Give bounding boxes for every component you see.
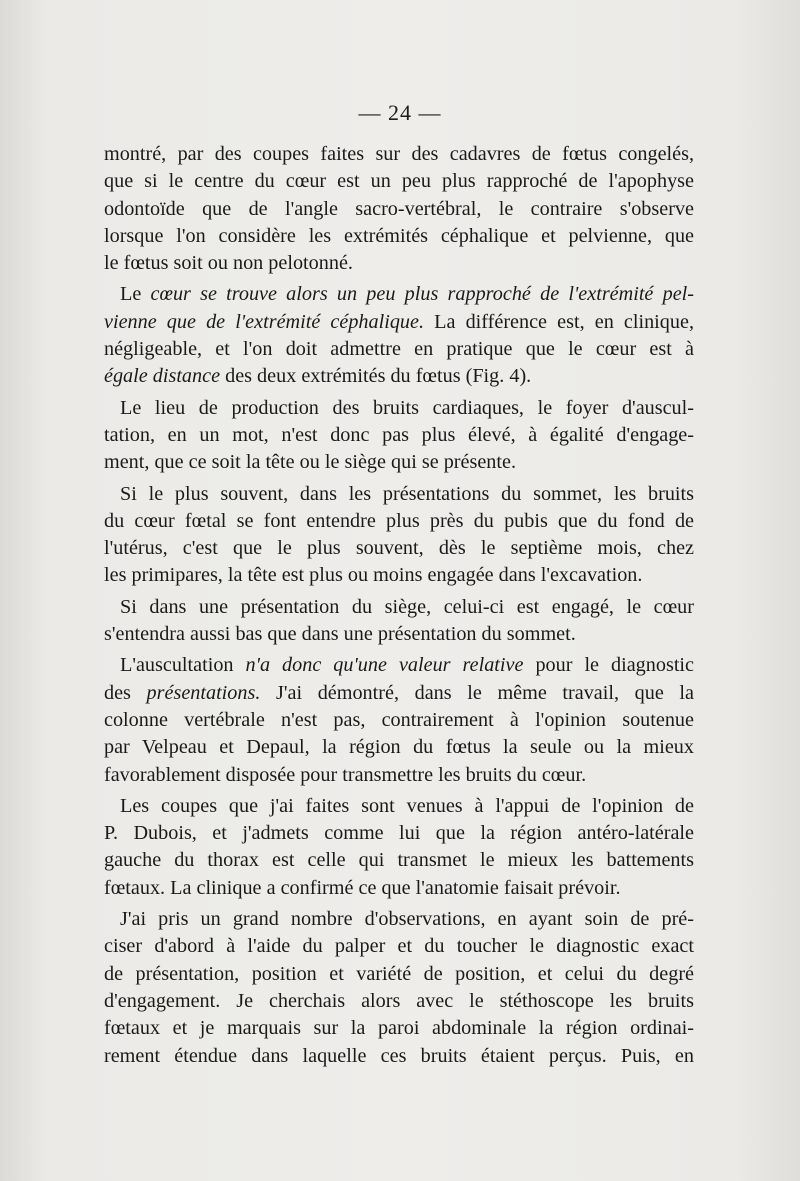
text-line bbox=[104, 621, 694, 648]
text-run: des bbox=[104, 681, 147, 704]
text-run: pour le diagnostic bbox=[523, 654, 694, 677]
text-line bbox=[104, 793, 694, 820]
text-run: Le lieu de production des bruits cardiaques, le foyer d'auscul- bbox=[120, 396, 694, 419]
text-run: par Velpeau et Depaul, la région du fœtus la seule ou la mieux bbox=[104, 736, 694, 759]
italic-text: égale distance bbox=[104, 365, 221, 388]
text-run: Si dans une présentation du siège, celui-ci est engagé, le cœur bbox=[120, 595, 694, 618]
text-run: des deux extrémités du fœtus (Fig. 4). bbox=[220, 365, 532, 388]
text-run: d'engagement. Je cherchais alors avec le stéthoscope les bruits bbox=[104, 989, 694, 1012]
paragraph bbox=[104, 906, 694, 1070]
text-line bbox=[104, 1043, 694, 1070]
paragraph bbox=[104, 481, 694, 590]
italic-text: présentations. bbox=[146, 681, 261, 704]
text-line bbox=[104, 875, 694, 902]
text-line bbox=[104, 250, 694, 277]
text-run: colonne vertébrale n'est pas, contrairement à l'opinion soutenue bbox=[104, 708, 694, 731]
text-line bbox=[104, 933, 694, 960]
italic-text: cœur se trouve alors un peu plus rapproché de l'extrémité pel- bbox=[150, 283, 694, 306]
text-run: fœtaux et je marquais sur la paroi abdominale la région ordinai- bbox=[104, 1017, 694, 1040]
italic-text: vienne que de l'extrémité céphalique. bbox=[104, 310, 425, 333]
text-run: fœtaux. La clinique a confirmé ce que l'anatomie faisait prévoir. bbox=[104, 876, 621, 899]
text-run: Les coupes que j'ai faites sont venues à l'appui de l'opinion de bbox=[120, 794, 694, 817]
text-line bbox=[104, 508, 694, 535]
text-run: Le bbox=[120, 283, 151, 306]
text-run: favorablement disposée pour transmettre les bruits du cœur. bbox=[104, 763, 587, 786]
text-run: rement étendue dans laquelle ces bruits étaient perçus. Puis, en bbox=[104, 1044, 694, 1067]
text-run: le fœtus soit ou non pelotonné. bbox=[104, 252, 353, 275]
text-line bbox=[104, 535, 694, 562]
text-line bbox=[104, 762, 694, 789]
text-run: du cœur fœtal se font entendre plus près du pubis que du fond de bbox=[104, 509, 694, 532]
paragraph bbox=[104, 594, 694, 649]
text-line bbox=[104, 906, 694, 933]
paragraph bbox=[104, 281, 694, 390]
text-line bbox=[104, 281, 694, 308]
text-run: P. Dubois, et j'admets comme lui que la région antéro-latérale bbox=[104, 822, 694, 845]
text-line bbox=[104, 363, 694, 390]
text-line bbox=[104, 449, 694, 476]
text-line bbox=[104, 707, 694, 734]
body-text bbox=[104, 141, 694, 1070]
text-line bbox=[104, 988, 694, 1015]
text-line bbox=[104, 196, 694, 223]
italic-text: n'a donc qu'une valeur relative bbox=[245, 654, 524, 677]
text-run: lorsque l'on considère les extrémités céphalique et pelvienne, que bbox=[104, 224, 694, 247]
text-line bbox=[104, 1015, 694, 1042]
text-run: J'ai démontré, dans le même travail, que la bbox=[260, 681, 694, 704]
text-line bbox=[104, 961, 694, 988]
text-run: L'auscultation bbox=[120, 654, 246, 677]
text-run: les primipares, la tête est plus ou moins engagée dans l'excavation. bbox=[104, 564, 643, 587]
text-line bbox=[104, 481, 694, 508]
text-run: Si le plus souvent, dans les présentations du sommet, les bruits bbox=[120, 482, 694, 505]
text-line bbox=[104, 422, 694, 449]
text-run: odontoïde que de l'angle sacro-vertébral, le contraire s'observe bbox=[104, 197, 694, 220]
text-run: tation, en un mot, n'est donc pas plus élevé, à égalité d'engage- bbox=[104, 423, 694, 446]
text-run: l'utérus, c'est que le plus souvent, dès le septième mois, chez bbox=[104, 537, 694, 560]
text-line bbox=[104, 562, 694, 589]
text-line bbox=[104, 594, 694, 621]
text-line bbox=[104, 141, 694, 168]
paragraph bbox=[104, 793, 694, 902]
text-line bbox=[104, 847, 694, 874]
text-line bbox=[104, 309, 694, 336]
paragraph bbox=[104, 395, 694, 477]
page-number: — 24 — bbox=[358, 100, 442, 125]
text-run: ment, que ce soit la tête ou le siège qui se présente. bbox=[104, 451, 517, 474]
text-run: négligeable, et l'on doit admettre en pratique que le cœur est à bbox=[104, 338, 694, 361]
text-line bbox=[104, 734, 694, 761]
text-line bbox=[104, 395, 694, 422]
text-run: gauche du thorax est celle qui transmet le mieux les battements bbox=[104, 849, 694, 872]
text-run: de présentation, position et variété de position, et celui du degré bbox=[104, 962, 694, 985]
text-line bbox=[104, 652, 694, 679]
text-run: J'ai pris un grand nombre d'observations, en ayant soin de pré- bbox=[120, 908, 694, 931]
text-line bbox=[104, 680, 694, 707]
text-line bbox=[104, 223, 694, 250]
text-line bbox=[104, 336, 694, 363]
text-run: que si le centre du cœur est un peu plus rapproché de l'apophyse bbox=[104, 170, 694, 193]
text-line bbox=[104, 168, 694, 195]
text-run: s'entendra aussi bas que dans une présentation du sommet. bbox=[104, 623, 576, 646]
text-run: montré, par des coupes faites sur des cadavres de fœtus congelés, bbox=[104, 143, 694, 165]
paragraph bbox=[104, 141, 694, 277]
text-run: La différence est, en clinique, bbox=[424, 310, 694, 333]
text-line bbox=[104, 820, 694, 847]
text-run: ciser d'abord à l'aide du palper et du toucher le diagnostic exact bbox=[104, 935, 694, 958]
paragraph bbox=[104, 652, 694, 788]
